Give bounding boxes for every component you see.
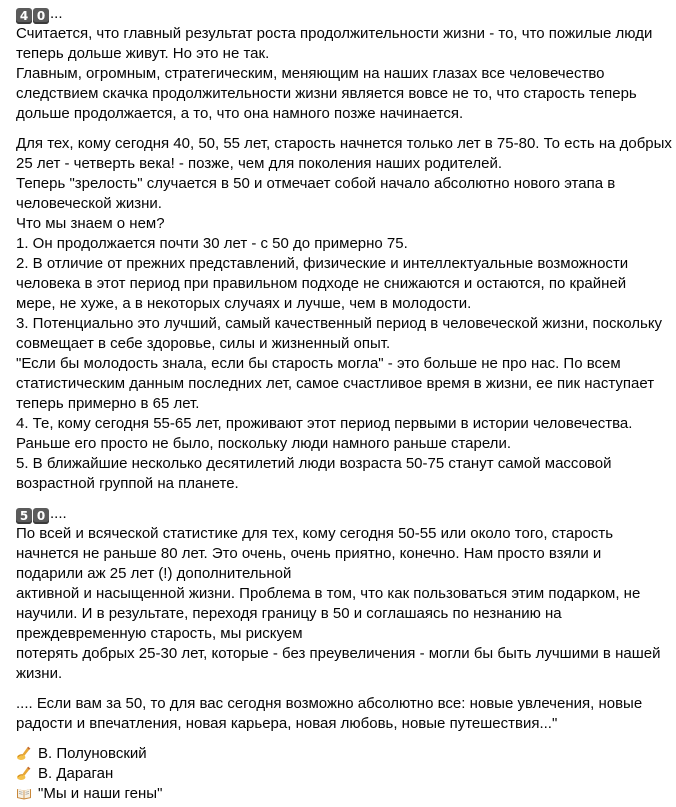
text-line: жизни. [16, 665, 63, 682]
text-line: Что мы знаем о нем? [16, 215, 165, 232]
keycap-digit-0-icon: 0 [33, 508, 49, 524]
signature-line [16, 784, 676, 804]
text-line: совмещает в себе здоровье, силы и жизненный опыт. [16, 335, 391, 352]
section-2-marker: .... [50, 505, 67, 522]
text-line: дольше продолжается, а то, что она намного позже начинается. [16, 105, 464, 122]
list-item: 2. В отличие от прежних представлений, физические и интеллектуальные возможности [16, 255, 629, 272]
text-line: радости и впечатления, новая карьера, новая любовь, новые путешествия..." [16, 715, 558, 732]
signature-text: В. Дараган [38, 765, 114, 782]
signature-text: "Мы и наши гены" [38, 785, 163, 802]
text-line: По всей и всяческой статистике для тех, кому сегодня 50-55 или около того, старость [16, 525, 614, 542]
signature-line [16, 764, 676, 784]
text-line: начнется не раньше 80 лет. Это очень, очень приятно, конечно. Нам просто взяли и [16, 545, 602, 562]
list-item: 4. Те, кому сегодня 55-65 лет, проживают этот период первыми в истории человечества. [16, 415, 633, 432]
text-line: Главным, огромным, стратегическим, меняющим на наших глазах все человечество [16, 65, 605, 82]
section-1-marker: ... [50, 5, 63, 22]
signature-line [16, 744, 676, 764]
text-line: научили. И в результате, переходя границу в 50 и соглашаясь по незнанию на [16, 605, 562, 622]
text-line: преждевременную старость, мы рискуем [16, 625, 303, 642]
list-item: 1. Он продолжается почти 30 лет - с 50 до примерно 75. [16, 235, 408, 252]
paragraph [16, 694, 676, 734]
section-1-heading [16, 4, 676, 24]
writing-hand-icon [16, 745, 32, 761]
text-line: "Если бы молодость знала, если бы старость могла" - это больше не про нас. По всем [16, 355, 621, 372]
text-line: человека в этот период при правильном подходе не снижаются и остаются, по крайней [16, 275, 627, 292]
text-line: Раньше его просто не было, поскольку люди намного раньше старели. [16, 435, 511, 452]
text-line: .... Если вам за 50, то для вас сегодня возможно абсолютно все: новые увлечения, новые [16, 695, 643, 712]
paragraph [16, 524, 676, 684]
text-line: активной и насыщенной жизни. Проблема в том, что как пользоваться этим подарком, не [16, 585, 641, 602]
list-item: 3. Потенциально это лучший, самый качественный период в человеческой жизни, поскольку [16, 315, 663, 332]
text-line: следствием скачка продолжительности жизни является вовсе не то, что старость теперь [16, 85, 637, 102]
text-line: подарили аж 25 лет (!) дополнительной [16, 565, 292, 582]
open-book-icon [16, 785, 32, 801]
keycap-digit-5-icon: 5 [16, 508, 32, 524]
text-line: статистическим данным последних лет, самое счастливое время в жизни, ее пик наступает [16, 375, 655, 392]
list-item: 5. В ближайшие несколько десятилетий люди возраста 50-75 станут самой массовой [16, 455, 612, 472]
text-line: теперь дольше живут. Но это не так. [16, 45, 270, 62]
signature-text: В. Полуновский [38, 745, 147, 762]
writing-hand-icon [16, 765, 32, 781]
text-line: возрастной группой на планете. [16, 475, 239, 492]
section-2-heading [16, 504, 676, 524]
signatures [16, 744, 676, 804]
paragraph [16, 24, 676, 124]
keycap-digit-0-icon: 0 [33, 8, 49, 24]
text-line: Для тех, кому сегодня 40, 50, 55 лет, старость начнется только лет в 75-80. То есть на добрых [16, 135, 672, 152]
text-line: теперь примерно в 65 лет. [16, 395, 200, 412]
text-line: человеческой жизни. [16, 195, 162, 212]
text-line: Считается, что главный результат роста продолжительности жизни - то, что пожилые люди [16, 25, 653, 42]
text-line: 25 лет - четверть века! - позже, чем для поколения наших родителей. [16, 155, 503, 172]
keycap-digit-4-icon: 4 [16, 8, 32, 24]
text-line: мере, не хуже, а в некоторых случаях и лучше, чем в молодости. [16, 295, 472, 312]
paragraph [16, 134, 676, 494]
text-line: потерять добрых 25-30 лет, которые - без преувеличения - могли бы быть лучшими в нашей [16, 645, 661, 662]
text-line: Теперь "зрелость" случается в 50 и отмечает собой начало абсолютно нового этапа в [16, 175, 616, 192]
